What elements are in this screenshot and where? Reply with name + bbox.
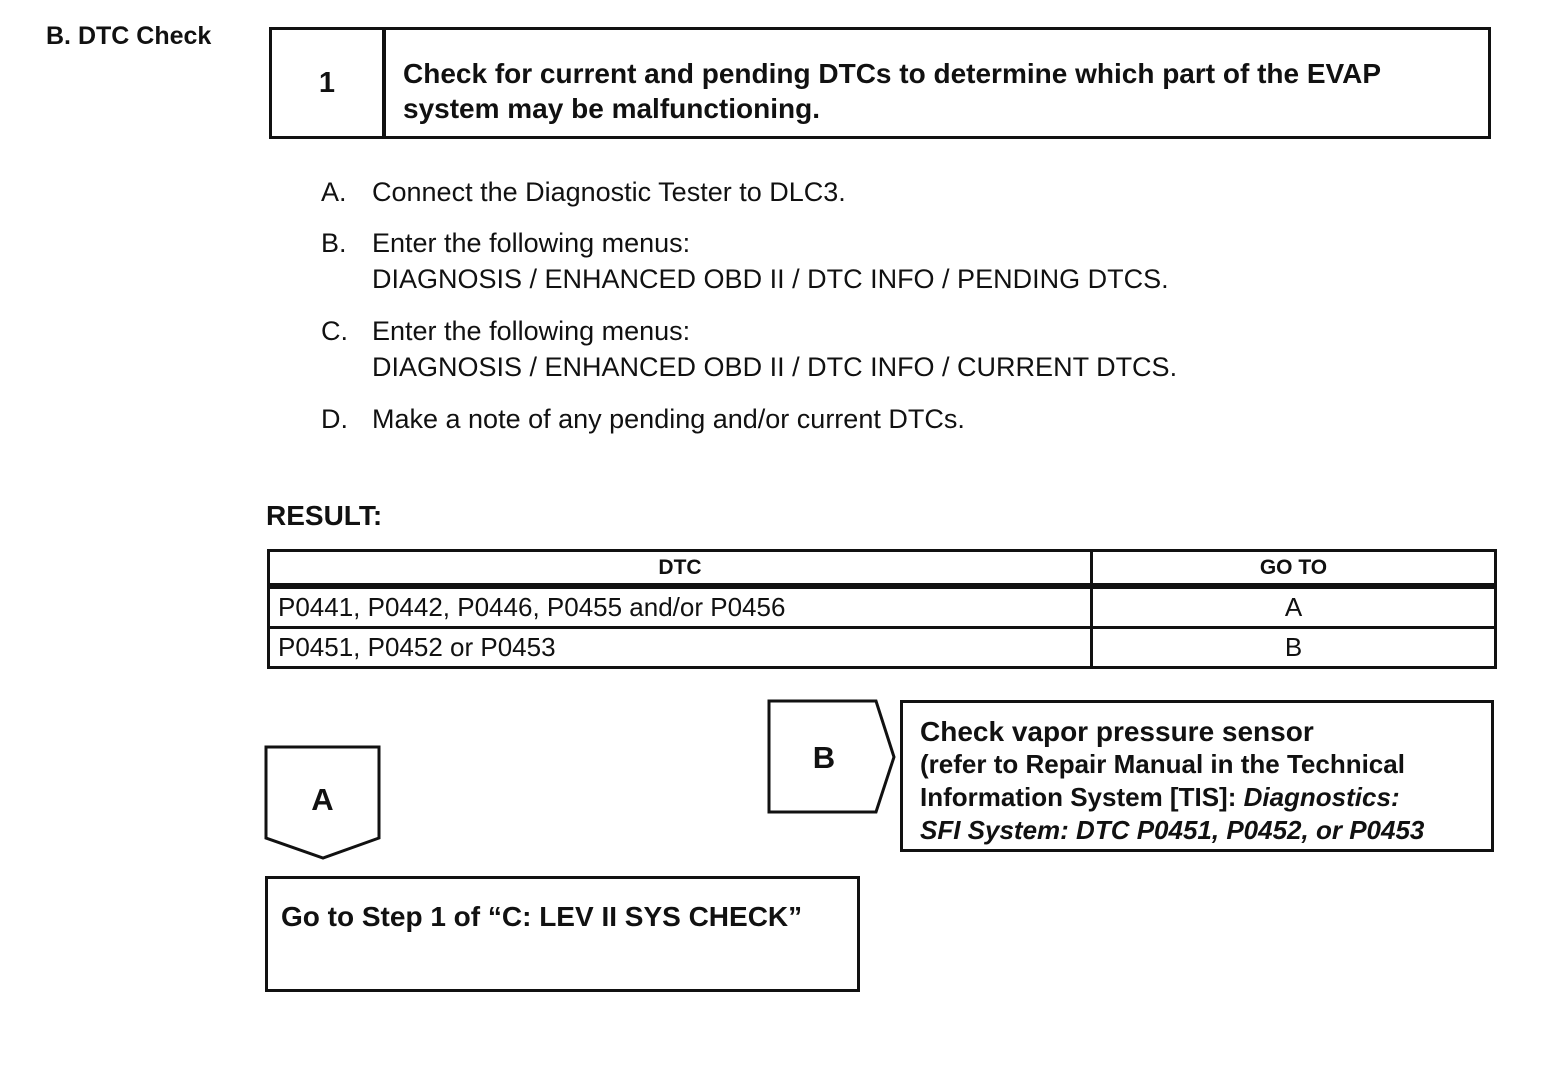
- step-number: 1: [272, 30, 386, 136]
- branch-a-box: [265, 876, 860, 992]
- branch-a-text: Go to Step 1 of “C: LEV II SYS CHECK”: [281, 901, 803, 932]
- branch-b-box: [900, 700, 1494, 852]
- result-label: RESULT:: [266, 500, 383, 531]
- branch-b-line: [920, 781, 1424, 814]
- instruction-item: [321, 401, 1471, 437]
- instruction-letter: C.: [321, 316, 348, 346]
- instruction-text: Make a note of any pending and/or current DTCs.: [372, 404, 965, 434]
- table-row: [269, 586, 1496, 628]
- dtc-cell: P0451, P0452 or P0453: [269, 628, 1092, 668]
- branch-b-badge: B: [812, 740, 836, 775]
- goto-cell: B: [1092, 628, 1496, 668]
- instruction-text: Enter the following menus:: [372, 316, 691, 346]
- step-box: [269, 27, 1491, 139]
- instruction-letter: B.: [321, 228, 347, 258]
- instruction-text: Connect the Diagnostic Tester to DLC3.: [372, 177, 846, 207]
- dtc-cell: P0441, P0442, P0446, P0455 and/or P0456: [269, 586, 1092, 628]
- instruction-item: [321, 313, 1471, 385]
- branch-b-line: (refer to Repair Manual in the Technical: [920, 749, 1405, 779]
- table-header-row: [269, 551, 1496, 587]
- instruction-item: [321, 225, 1471, 297]
- header-goto: GO TO: [1092, 551, 1496, 587]
- result-table: [267, 549, 1497, 669]
- branch-b-line-plain: Information System [TIS]:: [920, 782, 1244, 812]
- step-text: Check for current and pending DTCs to determine which part of the EVAP system may be malfunctioning.: [403, 58, 1381, 124]
- instruction-menu-path: DIAGNOSIS / ENHANCED OBD II / DTC INFO / PENDING DTCS.: [372, 264, 1169, 294]
- header-dtc: DTC: [269, 551, 1092, 587]
- instruction-menu-path: DIAGNOSIS / ENHANCED OBD II / DTC INFO / CURRENT DTCS.: [372, 352, 1178, 382]
- branch-a-badge: A: [311, 782, 334, 817]
- goto-cell: A: [1092, 586, 1496, 628]
- instruction-item: [321, 174, 1471, 210]
- branch-b-line-italic: Diagnostics:: [1243, 782, 1400, 812]
- branch-b-line-italic: SFI System: DTC P0451, P0452, or P0453: [920, 815, 1425, 845]
- table-row: [269, 628, 1496, 668]
- instruction-letter: D.: [321, 404, 348, 434]
- branch-b-line: [920, 814, 1424, 847]
- branch-b-text: [920, 715, 1424, 847]
- section-label: B. DTC Check: [46, 22, 212, 50]
- instruction-text: Enter the following menus:: [372, 228, 691, 258]
- instruction-letter: A.: [321, 177, 347, 207]
- branch-b-title: Check vapor pressure sensor: [920, 716, 1314, 747]
